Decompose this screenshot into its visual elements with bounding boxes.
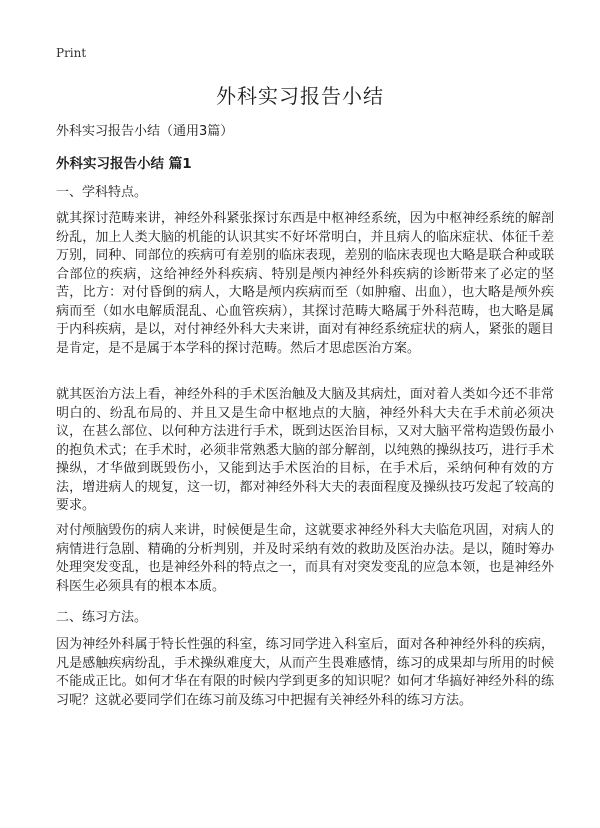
paragraph: 就其探讨范畴来讲，神经外科紧张探讨东西是中枢神经系统，因为中枢神经系统的解剖纷乱，加上人类大脑的机能的认识其实不好坏常明白，并且病人的临床症状、体征千差万别，同种、同部位的疾病可有差别的临床表现，差别的临床表现也大略是联合种或联合部位的疾病，这给神经外科疾病、特别是颅内神经外科疾病的诊断带来了必定的坚苦，比方：对付昏倒的病人，大略是颅内疾病而至（如肿瘤、出血），也大略是颅外疾病而至（如水电解质混乱、心血管疾病），其探讨范畴大略属于外科范畴，也大略是属于内科疾病，是以，对付神经外科大夫来讲，面对有神经系统症状的病人，紧张的题目是肯定，是不是属于本学科的探讨范畴。然后才思虑医治方案。 [56,211,554,356]
page-title: 外科实习报告小结 [216,84,384,108]
document-subtitle: 外科实习报告小结（通用3篇） [56,124,234,139]
subsection-heading: 二、练习方法。 [56,610,148,625]
section-title: 外科实习报告小结 篇1 [56,156,192,172]
print-link[interactable]: Print [56,46,87,60]
paragraph: 对付颅脑毁伤的病人来讲，时候便是生命，这就要求神经外科大夫临危巩固，对病人的病情进行急剧、精确的分析判别，并及时采纳有效的救助及医治办法。是以，随时筹办处理突发变乱，也是神经外科的特点之一，而具有对突发变乱的应急本领，也是神经外科医生必须具有的根本本质。 [56,523,554,594]
subsection-heading: 一、学科特点。 [56,185,148,200]
paragraph: 因为神经外科属于特长性强的科室，练习同学进入科室后，面对各种神经外科的疾病，凡是感触疾病纷乱，手术操纵难度大，从而产生畏难感情，练习的成果却与所用的时候不能成正比。如何才华在有限的时候内学到更多的知识呢？如何才华搞好神经外科的练习呢？这就必要同学们在练习前及练习中把握有关神经外科的练习方法。 [56,637,554,708]
paragraph: 就其医治方法上看，神经外科的手术医治触及大脑及其病灶，面对着人类如今还不非常明白的、纷乱布局的、并且又是生命中枢地点的大脑，神经外科大夫在手术前必须决议，在甚么部位、以何种方法进行手术，既到达医治目标，又对大脑平常构造毁伤最小的抱负术式；在手术时，必须非常熟悉大脑的部分解剖，以纯熟的操纵技巧，进行手术操纵，才华做到既毁伤小，又能到达手术医治的目标，在手术后，采纳何种有效的方法，增进病人的规复，这一切，都对神经外科大夫的表面程度及操纵技巧发起了较高的要求。 [56,387,554,513]
